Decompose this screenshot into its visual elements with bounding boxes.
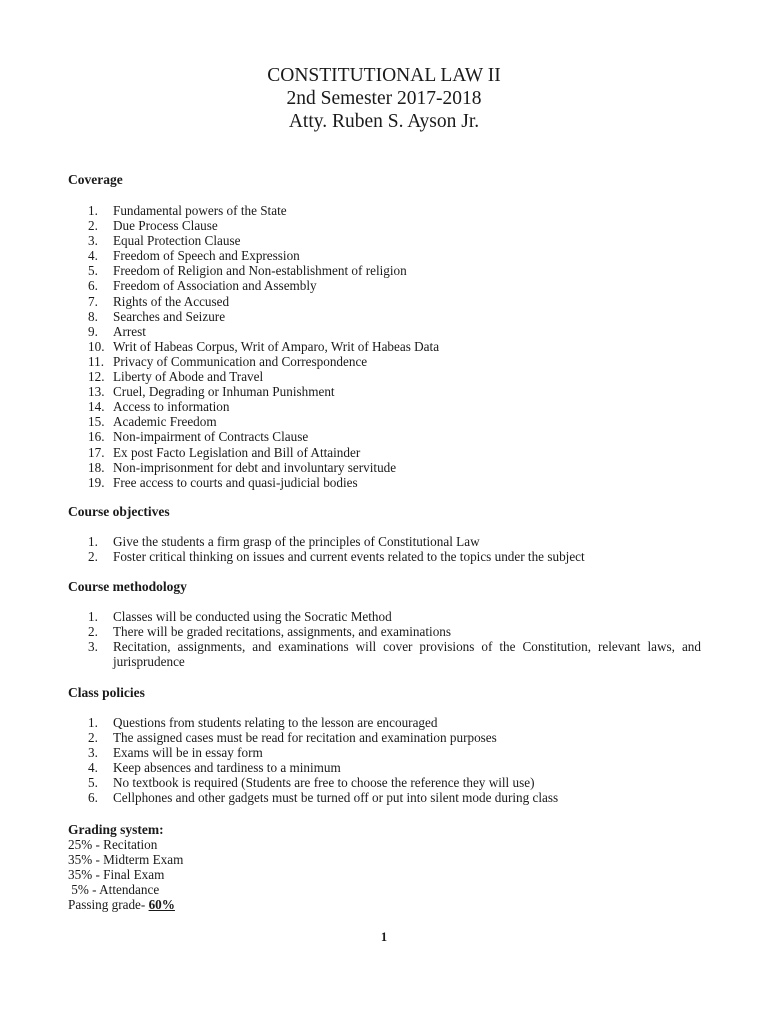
- objectives-heading: Course objectives: [68, 504, 170, 519]
- list-item: [68, 354, 701, 369]
- list-item: [68, 369, 701, 384]
- list-item-number: 1.: [88, 609, 98, 624]
- list-item-text: Searches and Seizure: [113, 308, 226, 324]
- passing-grade-line: [68, 897, 183, 912]
- list-item-text: Freedom of Speech and Expression: [113, 248, 300, 264]
- list-item: [68, 534, 701, 549]
- list-item: [68, 624, 701, 639]
- list-item-number: 17.: [88, 444, 105, 460]
- list-item-number: 2.: [88, 549, 98, 565]
- list-item-number: 18.: [88, 459, 105, 475]
- list-item: [68, 460, 701, 475]
- list-item: [68, 233, 701, 248]
- list-item: [68, 278, 701, 293]
- policies-heading: Class policies: [68, 685, 145, 700]
- list-item: [68, 549, 701, 564]
- passing-grade-value: 60%: [148, 897, 175, 913]
- list-item-number: 3.: [88, 639, 98, 655]
- list-item-text: Due Process Clause: [113, 218, 218, 234]
- list-item-text: Rights of the Accused: [113, 293, 230, 309]
- list-item-number: 1.: [88, 203, 98, 218]
- passing-grade-label: Passing grade-: [68, 897, 149, 913]
- list-item-number: 5.: [88, 775, 98, 791]
- list-item-number: 15.: [88, 414, 105, 430]
- list-item: [68, 414, 701, 429]
- list-item: [68, 475, 701, 490]
- grading-system: [68, 822, 183, 913]
- list-item-number: 4.: [88, 248, 98, 264]
- semester-line: 2nd Semester 2017-2018: [286, 88, 482, 109]
- list-item-number: 6.: [88, 278, 98, 294]
- list-item-number: 6.: [88, 790, 98, 806]
- coverage-list: [68, 203, 701, 490]
- list-item: [68, 775, 701, 790]
- list-item-number: 19.: [88, 474, 105, 490]
- methodology-list: [68, 609, 701, 669]
- list-item-text: Writ of Habeas Corpus, Writ of Amparo, Writ of Habeas Data: [113, 338, 440, 354]
- grading-line-final: 35% - Final Exam: [68, 867, 165, 883]
- list-item: [68, 309, 701, 324]
- list-item: [68, 790, 701, 805]
- list-item-number: 5.: [88, 263, 98, 279]
- list-item: [68, 609, 701, 624]
- grading-line-midterm: 35% - Midterm Exam: [68, 852, 184, 868]
- list-item-number: 1.: [88, 534, 98, 549]
- list-item-text: Foster critical thinking on issues and current events related to the topics under the subject: [113, 549, 585, 565]
- list-item-text: Freedom of Religion and Non-establishment of religion: [113, 263, 407, 279]
- coverage-heading: Coverage: [68, 172, 123, 187]
- list-item-number: 3.: [88, 233, 98, 249]
- list-item-number: 7.: [88, 293, 98, 309]
- list-item-text: Liberty of Abode and Travel: [113, 369, 264, 385]
- course-title: CONSTITUTIONAL LAW II: [267, 65, 501, 86]
- list-item-text: Privacy of Communication and Correspondence: [113, 353, 368, 369]
- list-item: [68, 715, 701, 730]
- list-item: [68, 445, 701, 460]
- objectives-list: [68, 534, 701, 564]
- list-item: [68, 730, 701, 745]
- list-item-number: 9.: [88, 323, 98, 339]
- list-item-number: 2.: [88, 624, 98, 640]
- list-item: [68, 384, 701, 399]
- list-item-number: 1.: [88, 715, 98, 730]
- list-item-text: Give the students a firm grasp of the principles of Constitutional Law: [113, 534, 480, 549]
- policies-list: [68, 715, 701, 806]
- page-number: 1: [380, 930, 388, 944]
- list-item: [68, 745, 701, 760]
- list-item: [68, 203, 701, 218]
- instructor-line: Atty. Ruben S. Ayson Jr.: [288, 111, 480, 132]
- list-item: [68, 339, 701, 354]
- list-item-number: 10.: [88, 338, 105, 354]
- list-item-text: Questions from students relating to the lesson are encouraged: [113, 715, 438, 730]
- grading-heading: Grading system:: [68, 822, 164, 837]
- list-item: [68, 248, 701, 263]
- list-item-text: Equal Protection Clause: [113, 233, 241, 249]
- list-item-text: Exams will be in essay form: [113, 745, 263, 761]
- list-item: [68, 218, 701, 233]
- list-item-text: Fundamental powers of the State: [113, 203, 287, 218]
- list-item-number: 14.: [88, 399, 105, 415]
- list-item: [68, 399, 701, 414]
- grading-line-attendance: 5% - Attendance: [68, 882, 160, 898]
- list-item-text: Academic Freedom: [113, 414, 217, 430]
- list-item-number: 2.: [88, 218, 98, 234]
- list-item-text: Recitation, assignments, and examinations will cover provisions of the Constitution, relevant laws, and jurisprudence: [113, 639, 701, 670]
- list-item-number: 8.: [88, 308, 98, 324]
- list-item-text: Arrest: [113, 323, 146, 339]
- list-item-text: Classes will be conducted using the Socratic Method: [113, 609, 392, 624]
- document-title-block: [0, 64, 768, 133]
- methodology-heading: Course methodology: [68, 579, 187, 594]
- grading-line-recitation: 25% - Recitation: [68, 837, 158, 853]
- list-item-text: Free access to courts and quasi-judicial bodies: [113, 474, 358, 490]
- list-item-number: 13.: [88, 384, 105, 400]
- list-item-text: Non-imprisonment for debt and involuntary servitude: [113, 459, 397, 475]
- list-item-text: Ex post Facto Legislation and Bill of Attainder: [113, 444, 361, 460]
- list-item: [68, 294, 701, 309]
- list-item-number: 11.: [88, 353, 104, 369]
- list-item: [68, 263, 701, 278]
- list-item: [68, 429, 701, 444]
- list-item-text: Access to information: [113, 399, 230, 415]
- list-item-text: Keep absences and tardiness to a minimum: [113, 760, 341, 776]
- list-item: [68, 639, 701, 669]
- list-item: [68, 324, 701, 339]
- list-item-text: Cruel, Degrading or Inhuman Punishment: [113, 384, 335, 400]
- list-item-number: 3.: [88, 745, 98, 761]
- list-item: [68, 760, 701, 775]
- list-item-text: There will be graded recitations, assignments, and examinations: [113, 624, 452, 640]
- list-item-number: 12.: [88, 369, 105, 385]
- list-item-text: Cellphones and other gadgets must be turned off or put into silent mode during class: [113, 790, 559, 806]
- list-item-number: 16.: [88, 429, 105, 445]
- list-item-text: No textbook is required (Students are free to choose the reference they will use): [113, 775, 535, 791]
- list-item-text: The assigned cases must be read for recitation and examination purposes: [113, 730, 497, 746]
- list-item-text: Freedom of Association and Assembly: [113, 278, 317, 294]
- list-item-number: 4.: [88, 760, 98, 776]
- list-item-number: 2.: [88, 730, 98, 746]
- list-item-text: Non-impairment of Contracts Clause: [113, 429, 309, 445]
